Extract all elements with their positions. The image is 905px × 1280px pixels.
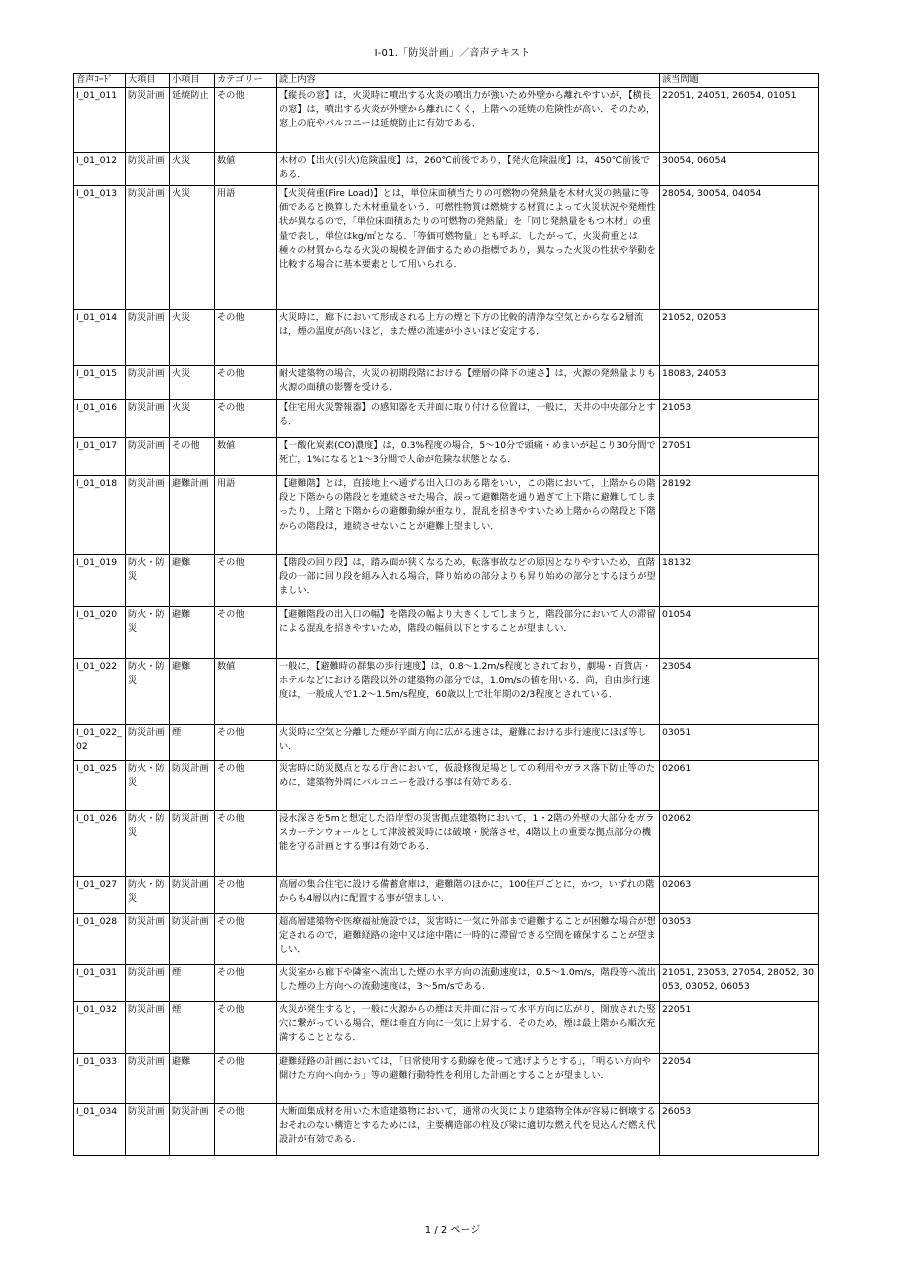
cell-code: I_01_011	[74, 88, 126, 153]
cell-major: 防災計画	[126, 153, 170, 186]
cell-major: 防災計画	[126, 438, 170, 476]
cell-major: 防火・防災	[126, 607, 170, 659]
cell-major: 防災計画	[126, 1104, 170, 1156]
cell-category: その他	[215, 1104, 277, 1156]
table-row	[74, 811, 819, 877]
table-row	[74, 555, 819, 607]
table-row	[74, 186, 819, 310]
cell-code: I_01_034	[74, 1104, 126, 1156]
table-row	[74, 153, 819, 186]
table-row	[74, 310, 819, 366]
cell-ref: 22051	[660, 1002, 819, 1054]
cell-text: 災害時に防災拠点となる庁舎において，仮設修復足場としての利用やガラス落下防止等のために，建築物外周にバルコニーを設ける事は有効である．	[277, 761, 660, 811]
cell-minor: 防災計画	[170, 1104, 215, 1156]
cell-ref: 22054	[660, 1054, 819, 1104]
cell-minor: 避難計画	[170, 476, 215, 555]
cell-code: I_01_014	[74, 310, 126, 366]
cell-code: I_01_022	[74, 659, 126, 725]
cell-category: その他	[215, 1002, 277, 1054]
table-row	[74, 914, 819, 965]
cell-ref: 21051, 23053, 27054, 28052, 30053, 03052, 06053	[660, 965, 819, 1002]
cell-text: 浸水深さを5mと想定した沿岸型の災害拠点建築物において，1・2階の外壁の大部分をガラスカーテンウォールとして津波被災時には破壊・脱落させ，4階以上の重要な拠点部分の機能を守る計画とする事は有効である．	[277, 811, 660, 877]
page-title: I-01.「防災計画」／音声テキスト	[374, 48, 531, 59]
cell-minor: 避難	[170, 659, 215, 725]
cell-text: 一般に，【避難時の群集の歩行速度】は，0.8～1.2m/s程度とされており，劇場・百貨店・ホテルなどにおける階段以外の建築物の部分では，1.0m/sの値を用いる．尚，自由歩行速度は，一般成人で1.2～1.5m/s程度，60歳以上で壮年期の2/3程度とされている．	[277, 659, 660, 725]
cell-ref: 01054	[660, 607, 819, 659]
cell-category: 数値	[215, 438, 277, 476]
cell-text: 【火災荷重(Fire Load)】とは，単位床面積当たりの可燃物の発熱量を木材火災の熱量に等価であると換算した木材重量をいう．可燃性物質は燃焼する材質によって火災状況や発煙性状が異なるので，「単位床面積あたりの可燃物の発熱量」を「同じ発熱量をもつ木材」の重量で表し，単位はkg/㎡となる．「等価可燃物量」とも呼ぶ．したがって，火災荷重とは種々の材質からなる火災の規模を評価するための指標であり，異なった火災の性状や挙動を比較する場合に基本要素として用いられる．	[277, 186, 660, 310]
cell-minor: 火災	[170, 186, 215, 310]
cell-code: I_01_019	[74, 555, 126, 607]
cell-code: I_01_017	[74, 438, 126, 476]
cell-category: その他	[215, 811, 277, 877]
cell-category: その他	[215, 555, 277, 607]
cell-code: I_01_015	[74, 366, 126, 400]
table-row	[74, 877, 819, 914]
cell-text: 火災時に空気と分離した煙が平面方向に広がる速さは，避難における歩行速度にほぼ等しい．	[277, 725, 660, 761]
cell-code: I_01_027	[74, 877, 126, 914]
cell-minor: 避難	[170, 1054, 215, 1104]
cell-minor: 避難	[170, 607, 215, 659]
cell-ref: 02062	[660, 811, 819, 877]
cell-minor: その他	[170, 438, 215, 476]
header-code: 音声ｺｰﾄﾞ	[74, 74, 126, 88]
cell-code: I_01_026	[74, 811, 126, 877]
header-category: カテゴリー	[215, 74, 277, 88]
cell-major: 防災計画	[126, 1002, 170, 1054]
cell-text: 大断面集成材を用いた木造建築物において，通常の火災により建築物全体が容易に倒壊するおそれのない構造とするためには，主要構造部の柱及び梁に適切な燃え代を見込んだ燃え代設計が有効である．	[277, 1104, 660, 1156]
cell-text: 【住宅用火災警報器】の感知器を天井面に取り付ける位置は，一般に，天井の中央部分とする．	[277, 400, 660, 438]
table-row	[74, 659, 819, 725]
cell-minor: 避難	[170, 555, 215, 607]
cell-code: I_01_028	[74, 914, 126, 965]
cell-ref: 18083, 24053	[660, 366, 819, 400]
table-row	[74, 400, 819, 438]
cell-text: 【避難階段の出入口の幅】を階段の幅より大きくしてしまうと，階段部分において人の滞留による混乱を招きやすいため，階段の幅員以下とすることが望ましい．	[277, 607, 660, 659]
cell-code: I_01_013	[74, 186, 126, 310]
cell-code: I_01_033	[74, 1054, 126, 1104]
cell-text: 耐火建築物の場合，火災の初期段階における【煙層の降下の速さ】は，火源の発熱量よりも火源の面積の影響を受ける．	[277, 366, 660, 400]
header-text: 読上内容	[277, 74, 660, 88]
cell-category: その他	[215, 1054, 277, 1104]
cell-major: 防災計画	[126, 310, 170, 366]
cell-minor: 煙	[170, 1002, 215, 1054]
table-row	[74, 438, 819, 476]
cell-major: 防火・防災	[126, 659, 170, 725]
cell-major: 防火・防災	[126, 877, 170, 914]
cell-code: I_01_020	[74, 607, 126, 659]
cell-category: 数値	[215, 659, 277, 725]
table-row	[74, 761, 819, 811]
cell-major: 防災計画	[126, 88, 170, 153]
cell-category: その他	[215, 607, 277, 659]
cell-category: その他	[215, 88, 277, 153]
cell-minor: 防災計画	[170, 877, 215, 914]
cell-major: 防火・防災	[126, 811, 170, 877]
cell-text: 【階段の回り段】は，踏み面が狭くなるため，転落事故などの原因となりやすいため，直階段の一部に回り段を組み入れる場合，降り始めの部分よりも昇り始めの部分とするほうが望ましい．	[277, 555, 660, 607]
cell-major: 防災計画	[126, 476, 170, 555]
cell-major: 防災計画	[126, 725, 170, 761]
cell-category: 数値	[215, 153, 277, 186]
cell-major: 防災計画	[126, 366, 170, 400]
voice-text-table	[73, 73, 819, 1156]
cell-text: 【避難階】とは，直接地上へ通ずる出入口のある階をいい，この階において，上階からの階段と下階からの階段とを連続させた場合，誤って避難階を通り過ぎて上下階に避難してしまったり，上階と下階からの避難動線が重なり，混乱を招きやすいため上階からの階段と下階からの階段は，連続させないことが避難上望ましい．	[277, 476, 660, 555]
cell-text: 高層の集合住宅に設ける備蓄倉庫は，避難階のほかに，100住戸ごとに，かつ，いずれの階からも4層以内に配置する事が望ましい．	[277, 877, 660, 914]
cell-text: 火災室から廊下や隣室へ流出した煙の水平方向の流動速度は，0.5～1.0m/s，階段等へ流出した煙の上方向への流動速度は，3～5m/sである．	[277, 965, 660, 1002]
table-row	[74, 1054, 819, 1104]
cell-ref: 03051	[660, 725, 819, 761]
cell-minor: 火災	[170, 153, 215, 186]
cell-code: I_01_025	[74, 761, 126, 811]
page-footer: 1 / 2 ページ	[424, 1225, 481, 1236]
cell-major: 防災計画	[126, 965, 170, 1002]
table-header-row	[74, 74, 819, 88]
cell-text: 【縦長の窓】は，火災時に噴出する火炎の噴出力が強いため外壁から離れやすいが，【横長の窓】は，噴出する火炎が外壁から離れにくく，上階への延焼の危険性が高い．そのため，窓上の庇やバルコニーは延焼防止に有効である．	[277, 88, 660, 153]
cell-ref: 22051, 24051, 26054, 01051	[660, 88, 819, 153]
cell-category: 用語	[215, 476, 277, 555]
cell-ref: 21053	[660, 400, 819, 438]
cell-ref: 26053	[660, 1104, 819, 1156]
cell-ref: 02061	[660, 761, 819, 811]
table-row	[74, 366, 819, 400]
cell-text: 超高層建築物や医療福祉施設では，災害時に一気に外部まで避難することが困難な場合が想定されるので，避難経路の途中又は途中階に一時的に滞留できる空間を確保することが望ましい．	[277, 914, 660, 965]
header-ref: 該当問題	[660, 74, 819, 88]
table-row	[74, 725, 819, 761]
cell-text: 避難経路の計画においては，「日常使用する動線を使って逃げようとする」，「明るい方向や開けた方向へ向かう」等の避難行動特性を利用した計画とすることが望ましい．	[277, 1054, 660, 1104]
cell-code: I_01_031	[74, 965, 126, 1002]
cell-minor: 煙	[170, 725, 215, 761]
header-minor: 小項目	[170, 74, 215, 88]
cell-code: I_01_018	[74, 476, 126, 555]
cell-category: その他	[215, 761, 277, 811]
table-row	[74, 476, 819, 555]
cell-minor: 火災	[170, 400, 215, 438]
cell-ref: 02063	[660, 877, 819, 914]
cell-ref: 28192	[660, 476, 819, 555]
cell-category: その他	[215, 877, 277, 914]
cell-major: 防火・防災	[126, 761, 170, 811]
cell-code: I_01_032	[74, 1002, 126, 1054]
cell-ref: 27051	[660, 438, 819, 476]
table-row	[74, 965, 819, 1002]
cell-minor: 延焼防止	[170, 88, 215, 153]
cell-ref: 30054, 06054	[660, 153, 819, 186]
cell-category: 用語	[215, 186, 277, 310]
cell-ref: 18132	[660, 555, 819, 607]
cell-major: 防災計画	[126, 400, 170, 438]
cell-category: その他	[215, 366, 277, 400]
cell-ref: 28054, 30054, 04054	[660, 186, 819, 310]
cell-minor: 火災	[170, 366, 215, 400]
cell-ref: 03053	[660, 914, 819, 965]
cell-code: I_01_022_02	[74, 725, 126, 761]
cell-minor: 防災計画	[170, 914, 215, 965]
cell-major: 防災計画	[126, 914, 170, 965]
cell-category: その他	[215, 965, 277, 1002]
table-row	[74, 1002, 819, 1054]
header-major: 大項目	[126, 74, 170, 88]
cell-minor: 防災計画	[170, 761, 215, 811]
cell-minor: 防災計画	[170, 811, 215, 877]
cell-minor: 煙	[170, 965, 215, 1002]
cell-category: その他	[215, 400, 277, 438]
cell-code: I_01_012	[74, 153, 126, 186]
cell-ref: 23054	[660, 659, 819, 725]
cell-minor: 火災	[170, 310, 215, 366]
cell-text: 火災が発生すると，一般に火源からの煙は天井面に沿って水平方向に広がり，開放された竪穴に繋がっている場合，煙は垂直方向に一気に上昇する．そのため，煙は最上階から順次充満することとなる．	[277, 1002, 660, 1054]
cell-text: 木材の【出火(引火)危険温度】は，260℃前後であり，【発火危険温度】は，450℃前後である．	[277, 153, 660, 186]
table-row	[74, 1104, 819, 1156]
cell-ref: 21052, 02053	[660, 310, 819, 366]
cell-category: その他	[215, 310, 277, 366]
cell-major: 防災計画	[126, 1054, 170, 1104]
cell-code: I_01_016	[74, 400, 126, 438]
table-row	[74, 607, 819, 659]
cell-text: 火災時に，廊下において形成される上方の煙と下方の比較的清浄な空気とからなる2層流は，煙の温度が高いほど，また煙の流速が小さいほど安定する．	[277, 310, 660, 366]
table-row	[74, 88, 819, 153]
cell-text: 【一酸化炭素(CO)濃度】は，0.3%程度の場合，5～10分で頭痛・めまいが起こり30分間で死亡，1%になると1～3分間で人命が危険な状態となる．	[277, 438, 660, 476]
cell-category: その他	[215, 914, 277, 965]
cell-category: その他	[215, 725, 277, 761]
cell-major: 防災計画	[126, 186, 170, 310]
cell-major: 防火・防災	[126, 555, 170, 607]
